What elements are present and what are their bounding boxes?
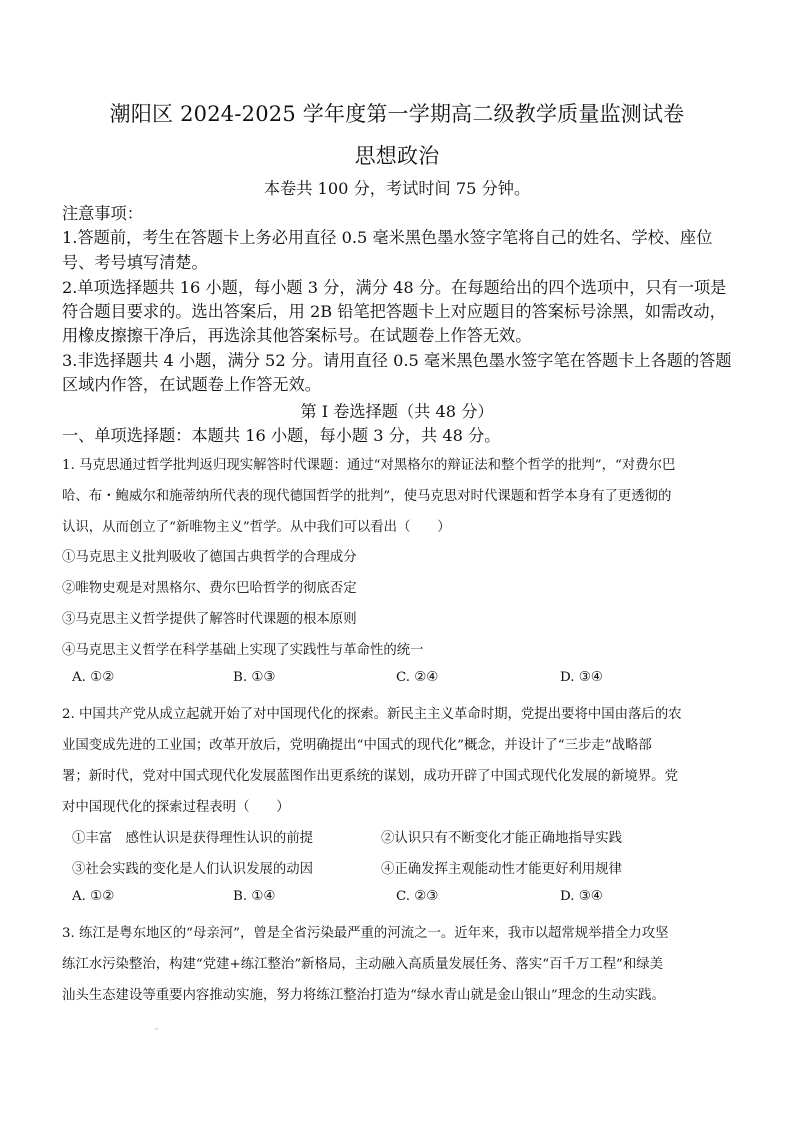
q1-option-c[interactable]: C. ②④ bbox=[396, 670, 439, 685]
q1-stem-line: 1. 马克思通过哲学批判返归现实解答时代课题：通过“对黑格尔的辩证法和整个哲学的批判”，“对费尔巴 bbox=[62, 458, 676, 473]
q3-stem-line: 汕头生态建设等重要内容推动实施，努力将练江整治打造为“绿水青山就是金山银山”理念的生动实践。 bbox=[62, 988, 665, 1003]
q1-stem-line: 哈、布・鲍威尔和施蒂纳所代表的现代德国哲学的批判”，使马克思对时代课题和哲学本身有了更透彻的 bbox=[62, 489, 672, 504]
scan-mark bbox=[155, 1028, 158, 1030]
notes-line: 1.答题前，考生在答题卡上务必用直径 0.5 毫米黑色墨水签字笔将自己的姓名、学校、座位 bbox=[62, 228, 713, 247]
q2-statement: ④正确发挥主观能动性才能更好利用规律 bbox=[381, 862, 623, 877]
volume-title: 第 I 卷选择题（共 48 分） bbox=[300, 402, 494, 421]
q2-option-a[interactable]: A. ①② bbox=[72, 889, 115, 904]
q2-statement: ③社会实践的变化是人们认识发展的动因 bbox=[72, 862, 314, 877]
q2-stem-line: 署；新时代，党对中国式现代化发展蓝图作出更系统的谋划，成功开辟了中国式现代化发展的新境界。党 bbox=[62, 769, 678, 784]
q1-option-a[interactable]: A. ①② bbox=[72, 670, 115, 685]
exam-info: 本卷共 100 分，考试时间 75 分钟。 bbox=[263, 179, 531, 198]
q2-statement: ①丰富 感性认识是获得理性认识的前提 bbox=[72, 831, 314, 846]
q2-statement: ②认识只有不断变化才能正确地指导实践 bbox=[381, 831, 623, 846]
notes-line: 符合题目要求的。选出答案后，用 2B 铅笔把答题卡上对应题目的答案标号涂黑，如需改动， bbox=[62, 302, 726, 321]
notes-line: 区域内作答，在试题卷上作答无效。 bbox=[62, 375, 321, 394]
subject-title: 思想政治 bbox=[354, 144, 440, 168]
notes-line: 号、考号填写清楚。 bbox=[62, 253, 208, 272]
part-title: 一、单项选择题：本题共 16 小题，每小题 3 分，共 48 分。 bbox=[62, 426, 501, 445]
notes-heading: 注意事项： bbox=[62, 204, 143, 223]
notes-line: 2.单项选择题共 16 小题，每小题 3 分，满分 48 分。在每题给出的四个选项中，只有一项是 bbox=[62, 278, 727, 297]
q2-option-b[interactable]: B. ①④ bbox=[233, 889, 276, 904]
q1-stem-line: 认识，从而创立了“新唯物主义”哲学。从中我们可以看出（ ） bbox=[62, 520, 451, 535]
q1-statement: ④马克思主义哲学在科学基础上实现了实践性与革命性的统一 bbox=[62, 643, 424, 658]
q3-stem-line: 3. 练江是粤东地区的“母亲河”，曾是全省污染最严重的河流之一。近年来，我市以超常规举措全力攻坚 bbox=[62, 926, 669, 941]
q2-stem-line: 2. 中国共产党从成立起就开始了对中国现代化的探索。新民主主义革命时期，党提出要将中国由落后的农 bbox=[62, 707, 682, 722]
q1-statement: ②唯物史观是对黑格尔、费尔巴哈哲学的彻底否定 bbox=[62, 581, 357, 596]
q2-option-c[interactable]: C. ②③ bbox=[396, 889, 439, 904]
q1-statement: ①马克思主义批判吸收了德国古典哲学的合理成分 bbox=[62, 550, 357, 565]
q2-stem-line: 对中国现代化的探索过程表明（ ） bbox=[62, 800, 290, 815]
q1-option-b[interactable]: B. ①③ bbox=[233, 670, 276, 685]
notes-line: 用橡皮擦擦干净后，再选涂其他答案标号。在试题卷上作答无效。 bbox=[62, 326, 532, 345]
notes-line: 3.非选择题共 4 小题，满分 52 分。请用直径 0.5 毫米黑色墨水签字笔在答题卡上各题的答题 bbox=[62, 351, 732, 370]
q1-option-d[interactable]: D. ③④ bbox=[560, 670, 603, 685]
q3-stem-line: 练江水污染整治，构建“党建+练江整治”新格局，主动融入高质量发展任务、落实“百千万工程”和绿美 bbox=[62, 957, 664, 972]
q2-stem-line: 业国变成先进的工业国；改革开放后，党明确提出“中国式的现代化”概念，并设计了“三步走”战略部 bbox=[62, 738, 652, 753]
q1-statement: ③马克思主义哲学提供了解答时代课题的根本原则 bbox=[62, 612, 357, 627]
q2-option-d[interactable]: D. ③④ bbox=[560, 889, 603, 904]
exam-title: 潮阳区 2024-2025 学年度第一学期高二级教学质量监测试卷 bbox=[109, 102, 685, 126]
